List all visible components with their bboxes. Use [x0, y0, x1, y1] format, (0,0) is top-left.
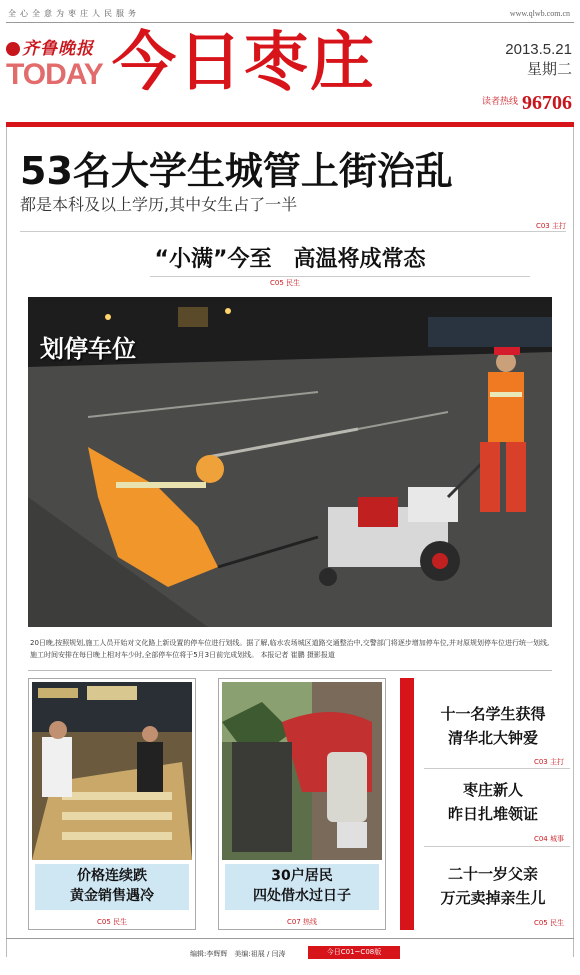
- side-story-line2: 昨日扎堆领证: [447, 805, 538, 823]
- side-story-tag: C03 主打: [533, 758, 564, 766]
- divider: [28, 670, 552, 671]
- hotline-label: 读者热线: [481, 97, 518, 107]
- side-story-line2: 清华北大钟爱: [447, 729, 538, 747]
- side-story-line1: 枣庄新人: [462, 781, 523, 799]
- editor-credits: 编辑:李辉辉 美编:祖展 / 闫涛: [190, 950, 286, 958]
- side-story-marriage[interactable]: [418, 778, 568, 826]
- side-story-tsinghua[interactable]: [418, 702, 568, 750]
- second-headline[interactable]: “小满”今至 高温将成常态: [154, 247, 426, 272]
- divider: [424, 768, 570, 769]
- site-url[interactable]: www.qlwb.com.cn: [509, 9, 570, 18]
- issue-date-block: [505, 40, 572, 80]
- side-story-tag: C04 城事: [533, 835, 564, 843]
- card-caption-line1: 价格连续跌: [77, 868, 147, 884]
- side-accent-bar: [400, 678, 414, 930]
- photo-credit: 本报记者 崔鹏 摄影报道: [260, 651, 335, 659]
- divider: [20, 231, 566, 232]
- side-story-tag: C05 民生: [533, 919, 564, 927]
- brand-name-en: TODAY: [6, 58, 103, 91]
- divider: [150, 276, 530, 277]
- masthead-title: 今日枣庄: [112, 25, 376, 100]
- issue-weekday: 星期二: [526, 61, 572, 78]
- side-story-line2: 万元卖掉亲生儿: [440, 889, 546, 907]
- issue-date: 2013.5.21: [505, 41, 572, 58]
- lead-subhead: 都是本科及以上学历,其中女生占了一半: [20, 195, 298, 214]
- photo-title: 划停车位: [40, 335, 136, 363]
- logo-mark-icon: [6, 42, 20, 56]
- card-section-tag: C07 热线: [286, 918, 318, 926]
- page-range-badge: 今日C01~C08版: [308, 946, 400, 959]
- card-caption-line2: 四处借水过日子: [253, 888, 351, 904]
- hotline-number: 96706: [522, 92, 572, 114]
- top-divider: [6, 22, 574, 23]
- side-story-father[interactable]: [418, 862, 568, 910]
- water-barrel-photo: [222, 682, 382, 860]
- side-story-line1: 十一名学生获得: [440, 705, 546, 723]
- side-story-line1: 二十一岁父亲: [447, 865, 538, 883]
- story-card-water[interactable]: [218, 678, 386, 930]
- photo-caption-text: 20日晚,按照规划,施工人员开始对文化路上新设置的停车位进行划线。据了解,临水农场城区道路交通整治中,交警部门将逐步增加停车位,并对原规划停车位进行统一划线,施工时间安排在每日晚上相对车少时,全部停车位将于5月3日前完成划线。: [30, 639, 550, 659]
- card-caption-line2: 黄金销售遇冷: [70, 888, 154, 904]
- reader-hotline: [482, 92, 572, 115]
- card-caption: [35, 864, 189, 910]
- brand-logo: [6, 34, 110, 91]
- slogan: 全心全意为枣庄人民服务: [8, 9, 140, 18]
- card-caption-line1: 30户居民: [271, 868, 333, 884]
- second-section-tag: C05 民生: [270, 279, 301, 287]
- divider: [424, 846, 570, 847]
- card-caption: [225, 864, 379, 910]
- brand-name-cn: 齐鲁晚报: [22, 39, 94, 59]
- story-card-gold[interactable]: [28, 678, 196, 930]
- card-section-tag: C05 民生: [96, 918, 128, 926]
- lead-headline[interactable]: 53名大学生城管上街治乱: [20, 149, 453, 193]
- lead-section-tag: C03 主打: [535, 222, 566, 230]
- main-photo[interactable]: [28, 297, 552, 627]
- gold-counter-photo: [32, 682, 192, 860]
- footer-divider: [6, 938, 574, 939]
- photo-caption: [30, 637, 550, 661]
